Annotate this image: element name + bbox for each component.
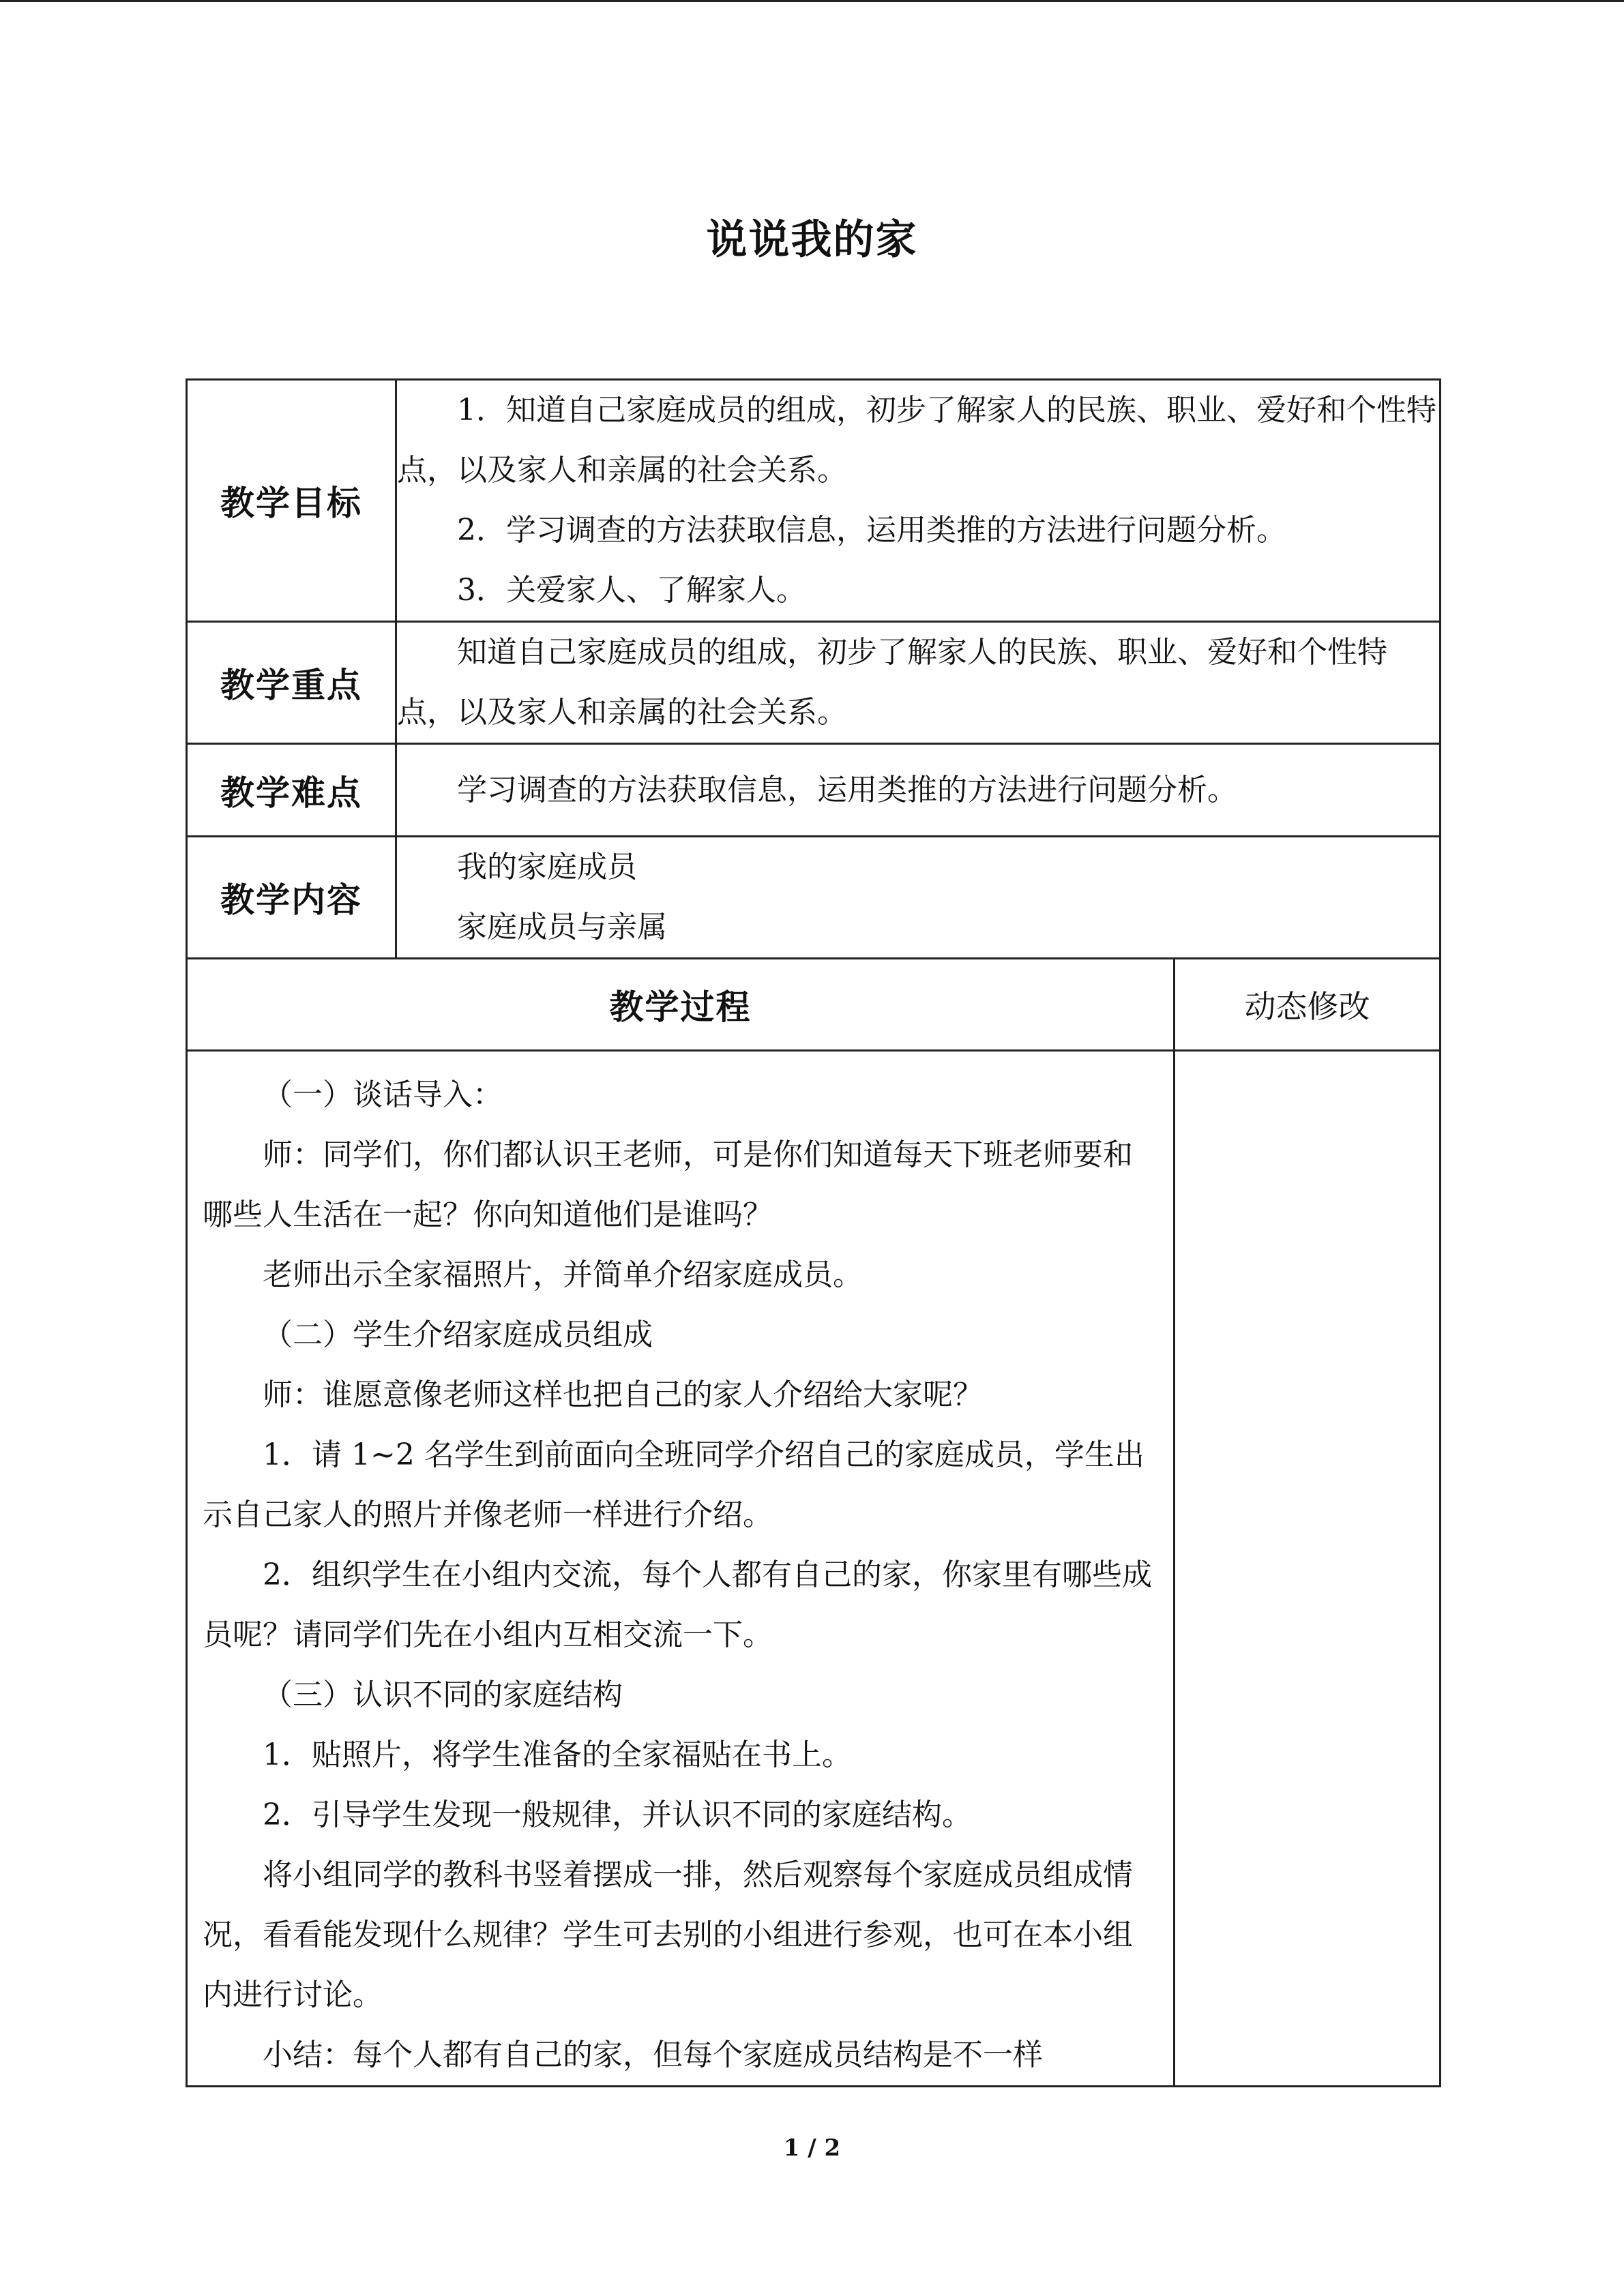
process-paragraph: 1．请 1~2 名学生到前面向全班同学介绍自己的家庭成员，学生出示自己家人的照片并像老师一样进行介绍。: [203, 1437, 1145, 1532]
objective-item: 1．知道自己家庭成员的组成，初步了解家人的民族、职业、爱好和个性特点，以及家人和亲属的社会关系。: [397, 393, 1436, 488]
process-paragraph: 老师出示全家福照片，并简单介绍家庭成员。: [263, 1257, 863, 1292]
process-paragraph: 2．引导学生发现一般规律，并认识不同的家庭结构。: [263, 1798, 972, 1832]
process-body-row: [187, 1051, 1441, 2087]
process-paragraph: （三）认识不同的家庭结构: [263, 1678, 623, 1712]
process-paragraph: 2．组织学生在小组内交流，每个人都有自己的家，你家里有哪些成员呢？请同学们先在小组内互相交流一下。: [203, 1557, 1152, 1652]
process-paragraph: （一）谈话导入：: [263, 1077, 503, 1112]
content-item: 家庭成员与亲属: [457, 910, 667, 944]
key-points-text: 知道自己家庭成员的组成，初步了解家人的民族、职业、爱好和个性特点，以及家人和亲属的社会关系。: [397, 635, 1387, 730]
difficulties-label: 教学难点: [187, 744, 396, 837]
difficulties-text: 学习调查的方法获取信息，运用类推的方法进行问题分析。: [457, 772, 1237, 807]
objective-item: 2．学习调查的方法获取信息，运用类推的方法进行问题分析。: [457, 513, 1286, 548]
teaching-content-label: 教学内容: [187, 837, 396, 959]
key-points-row: [187, 622, 1441, 744]
objective-item: 3．关爱家人、了解家人。: [457, 573, 806, 608]
process-paragraph: 1．贴照片，将学生准备的全家福贴在书上。: [263, 1738, 852, 1772]
process-body: [187, 1051, 1175, 2087]
difficulties-row: [187, 744, 1441, 837]
teaching-content: [396, 837, 1441, 959]
content-item: 我的家庭成员: [457, 850, 637, 884]
lesson-plan-table: [186, 378, 1441, 2087]
revision-header: 动态修改: [1175, 959, 1441, 1051]
objectives-label: 教学目标: [187, 380, 396, 622]
process-paragraph: 师：同学们，你们都认识王老师，可是你们知道每天下班老师要和哪些人生活在一起？你向知道他们是谁吗？: [203, 1137, 1133, 1232]
objectives-row: [187, 380, 1441, 622]
revision-column: [1175, 1051, 1441, 2087]
teaching-content-row: [187, 837, 1441, 959]
difficulties-content: [396, 744, 1441, 837]
process-paragraph: 师：谁愿意像老师这样也把自己的家人介绍给大家呢？: [263, 1377, 983, 1412]
process-paragraph: 小结：每个人都有自己的家，但每个家庭成员结构是不一样: [263, 2038, 1043, 2072]
top-border-line: [0, 0, 1624, 2]
document-title: 说说我的家: [706, 216, 918, 264]
process-header-row: [187, 959, 1441, 1051]
key-points-label: 教学重点: [187, 622, 396, 744]
process-header: 教学过程: [187, 959, 1175, 1051]
process-paragraph: 将小组同学的教科书竖着摆成一排，然后观察每个家庭成员组成情况，看看能发现什么规律？学生可去别的小组进行参观，也可在本小组内进行讨论。: [203, 1858, 1133, 2012]
page-number: 1 / 2: [783, 2134, 841, 2162]
key-points-content: [396, 622, 1441, 744]
objectives-content: [396, 380, 1441, 622]
process-paragraph: （二）学生介绍家庭成员组成: [263, 1317, 653, 1352]
